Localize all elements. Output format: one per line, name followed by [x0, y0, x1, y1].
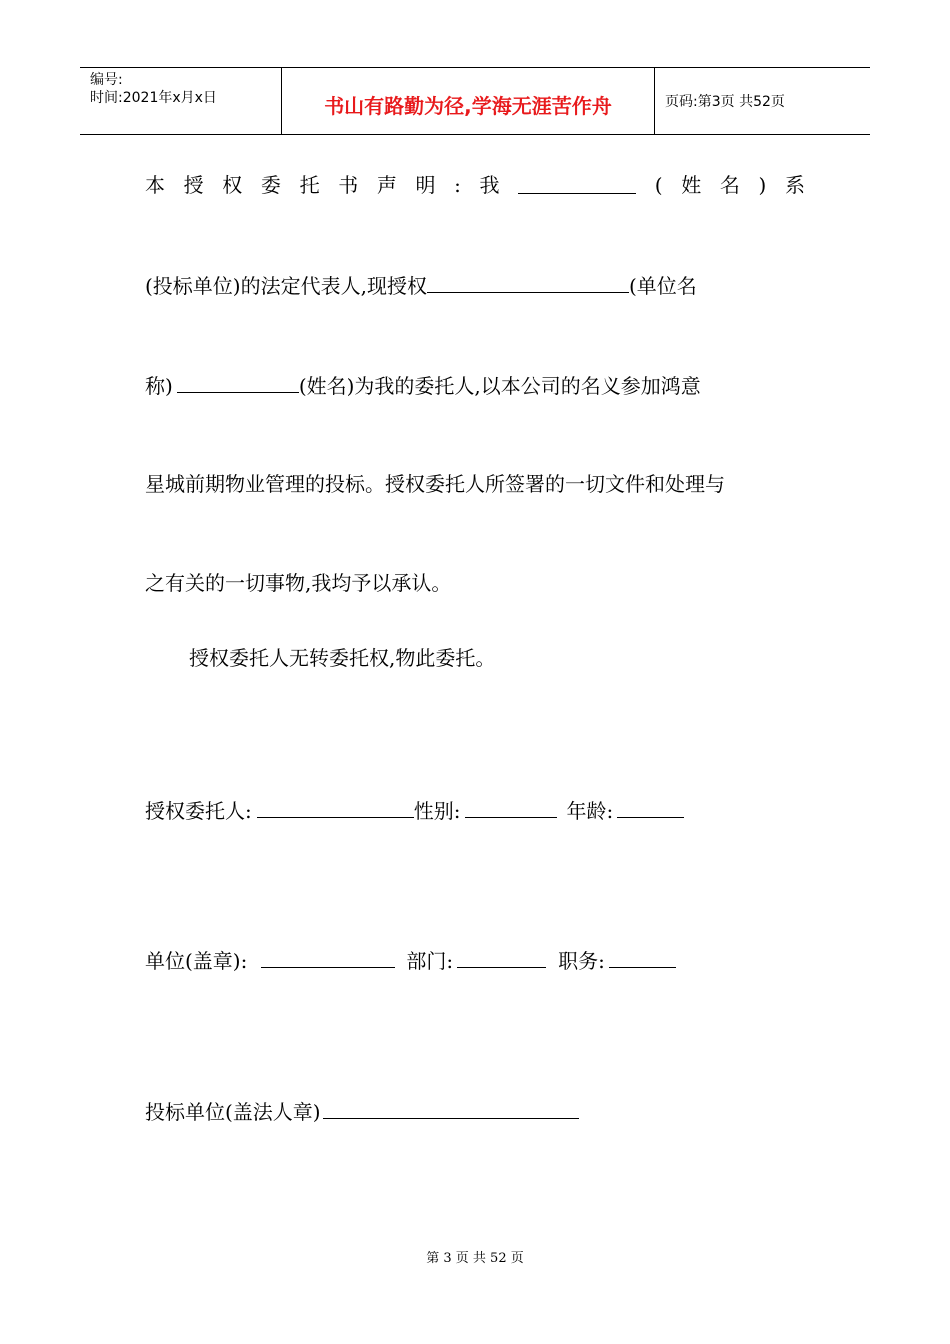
agent-info-line	[145, 797, 684, 823]
bidder-seal-field[interactable]	[323, 1098, 579, 1119]
gender-field[interactable]	[465, 797, 557, 818]
paragraph1-line1	[145, 173, 805, 197]
page-header	[80, 67, 870, 135]
department-label: 部门:	[406, 949, 454, 973]
paragraph1-line3	[145, 372, 701, 398]
header-middle-cell	[281, 68, 655, 134]
text-segment: (姓名)为我的委托人,以本公司的名义参加鸿意	[298, 374, 701, 398]
header-right-cell	[655, 68, 870, 134]
position-field[interactable]	[609, 947, 676, 968]
text-char: 授	[183, 173, 204, 197]
age-label: 年龄:	[566, 799, 614, 823]
name-blank[interactable]	[518, 173, 636, 194]
department-field[interactable]	[457, 947, 546, 968]
text-char: 本	[145, 173, 165, 197]
unit-name-blank[interactable]	[427, 272, 629, 293]
date-label: 时间:2021年x月x日	[90, 90, 217, 106]
text-char: 名	[719, 173, 740, 197]
text-char: 系	[784, 173, 805, 197]
serial-label: 编号:	[90, 72, 123, 88]
page-footer: 第 3 页 共 52 页	[426, 1251, 524, 1266]
unit-info-line	[145, 947, 676, 973]
bidder-seal-line	[145, 1098, 579, 1124]
gender-label: 性别:	[413, 799, 461, 823]
text-char: 委	[260, 173, 281, 197]
text-char: )	[758, 173, 767, 197]
paragraph1-line2	[145, 272, 697, 298]
agent-label: 授权委托人:	[145, 799, 252, 823]
text-char: 书	[338, 173, 359, 197]
unit-field[interactable]	[261, 947, 395, 968]
text-segment: (投标单位)的法定代表人,现授权	[145, 274, 427, 298]
paragraph2: 授权委托人无转委托权,物此委托。	[189, 646, 496, 670]
header-left-cell	[80, 68, 281, 134]
text-char: 姓	[681, 173, 702, 197]
text-char: 我	[479, 173, 500, 197]
text-char: 明	[415, 173, 436, 197]
text-char: :	[454, 173, 461, 197]
text-char: (	[654, 173, 663, 197]
text-segment: (单位名	[628, 274, 697, 298]
paragraph1-line5: 之有关的一切事物,我均予以承认。	[145, 571, 452, 595]
paragraph1-line4: 星城前期物业管理的投标。授权委托人所签署的一切文件和处理与	[145, 472, 725, 496]
text-char: 托	[299, 173, 320, 197]
position-label: 职务:	[558, 949, 605, 973]
motto: 书山有路勤为径,学海无涯苦作舟	[324, 94, 612, 118]
unit-label: 单位(盖章):	[145, 949, 248, 973]
age-field[interactable]	[617, 797, 684, 818]
text-char: 权	[222, 173, 243, 197]
text-char: 声	[376, 173, 397, 197]
agent-name-blank[interactable]	[177, 372, 299, 393]
text-segment: 称)	[145, 374, 173, 398]
agent-field[interactable]	[257, 797, 414, 818]
page-info: 页码:第3页 共52页	[665, 94, 785, 110]
bidder-seal-label: 投标单位(盖法人章)	[145, 1100, 321, 1124]
